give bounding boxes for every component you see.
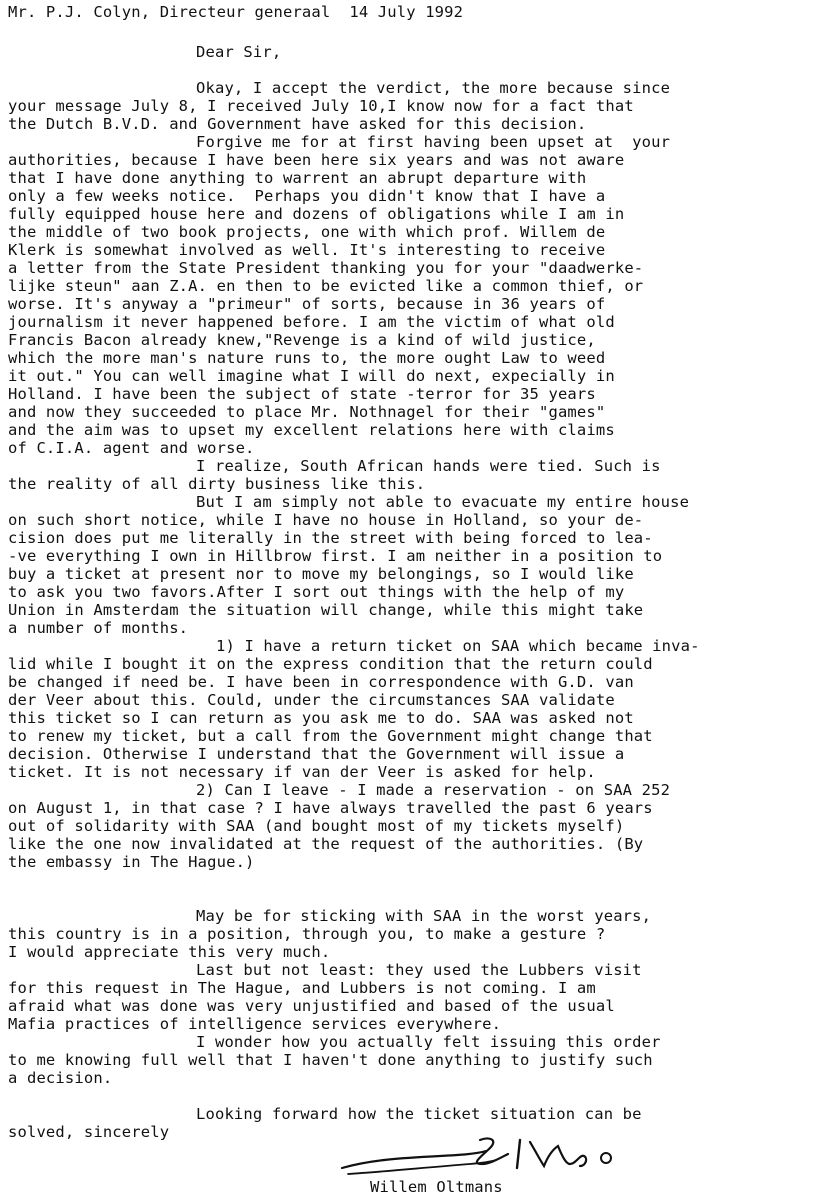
body-line: this ticket so I can return as you ask me to do. SAA was asked not	[8, 709, 634, 727]
body-line: Francis Bacon already knew,"Revenge is a kind of wild justice,	[8, 331, 596, 349]
body-line: authorities, because I have been here six years and was not aware	[8, 151, 625, 169]
body-line: But I am simply not able to evacuate my entire house	[196, 493, 690, 511]
body-line: 2) Can I leave - I made a reservation - on SAA 252	[196, 781, 671, 799]
body-line: Last but not least: they used the Lubbers visit	[196, 961, 642, 979]
body-line: to me knowing full well that I haven't done anything to justify such	[8, 1051, 653, 1069]
body-line: lid while I bought it on the express condition that the return could	[8, 655, 653, 673]
body-line: Union in Amsterdam the situation will change, while this might take	[8, 601, 644, 619]
body-line: afraid what was done was very unjustified and based of the usual	[8, 997, 615, 1015]
body-line: a decision.	[8, 1069, 113, 1087]
body-line: May be for sticking with SAA in the worst years,	[196, 907, 652, 925]
body-line: for this request in The Hague, and Lubbers is not coming. I am	[8, 979, 596, 997]
body-line: a number of months.	[8, 619, 189, 637]
body-line: Okay, I accept the verdict, the more because since	[196, 79, 671, 97]
body-line: der Veer about this. Could, under the circumstances SAA validate	[8, 691, 615, 709]
body-line: only a few weeks notice. Perhaps you didn't know that I have a	[8, 187, 606, 205]
body-line: I realize, South African hands were tied. Such is	[196, 457, 661, 475]
body-line: on such short notice, while I have no house in Holland, so your de-	[8, 511, 644, 529]
body-line: cision does put me literally in the street with being forced to lea-	[8, 529, 653, 547]
body-line: Holland. I have been the subject of state -terror for 35 years	[8, 385, 596, 403]
salutation: Dear Sir,	[196, 43, 282, 61]
body-line: out of solidarity with SAA (and bought most of my tickets myself)	[8, 817, 625, 835]
body-line: Klerk is somewhat involved as well. It's interesting to receive	[8, 241, 606, 259]
signature-name: Willem Oltmans	[370, 1178, 503, 1196]
body-line: 1) I have a return ticket on SAA which became inva-	[216, 637, 700, 655]
body-line: to renew my ticket, but a call from the Government might change that	[8, 727, 653, 745]
body-line: that I have done anything to warrent an abrupt departure with	[8, 169, 587, 187]
body-line: a letter from the State President thanking you for your "daadwerke-	[8, 259, 644, 277]
body-line: Looking forward how the ticket situation can be	[196, 1105, 642, 1123]
body-line: I wonder how you actually felt issuing this order	[196, 1033, 661, 1051]
body-line: and now they succeeded to place Mr. Nothnagel for their "games"	[8, 403, 606, 421]
body-line: the embassy in The Hague.)	[8, 853, 255, 871]
body-line: decision. Otherwise I understand that the Government will issue a	[8, 745, 625, 763]
body-line: to ask you two favors.After I sort out things with the help of my	[8, 583, 625, 601]
body-line: worse. It's anyway a "primeur" of sorts, because in 36 years of	[8, 295, 606, 313]
body-line: ticket. It is not necessary if van der Veer is asked for help.	[8, 763, 596, 781]
body-line: the Dutch B.V.D. and Government have asked for this decision.	[8, 115, 587, 133]
body-line: be changed if need be. I have been in correspondence with G.D. van	[8, 673, 634, 691]
body-line: the reality of all dirty business like this.	[8, 475, 426, 493]
body-line: which the more man's nature runs to, the more ought Law to weed	[8, 349, 606, 367]
body-line: your message July 8, I received July 10,I know now for a fact that	[8, 97, 634, 115]
body-line: fully equipped house here and dozens of obligations while I am in	[8, 205, 625, 223]
body-line: and the aim was to upset my excellent relations here with claims	[8, 421, 615, 439]
body-line: lijke steun" aan Z.A. en then to be evicted like a common thief, or	[8, 277, 644, 295]
body-line: solved, sincerely	[8, 1123, 170, 1141]
body-line: the middle of two book projects, one with which prof. Willem de	[8, 223, 606, 241]
body-line: -ve everything I own in Hillbrow first. I am neither in a position to	[8, 547, 663, 565]
body-line: on August 1, in that case ? I have always travelled the past 6 years	[8, 799, 653, 817]
body-line: it out." You can well imagine what I will do next, expecially in	[8, 367, 615, 385]
body-line: journalism it never happened before. I am the victim of what old	[8, 313, 615, 331]
body-line: of C.I.A. agent and worse.	[8, 439, 255, 457]
body-line: Mafia practices of intelligence services everywhere.	[8, 1015, 502, 1033]
body-line: like the one now invalidated at the request of the authorities. (By	[8, 835, 644, 853]
body-line: I would appreciate this very much.	[8, 943, 331, 961]
body-line: this country is in a position, through you, to make a gesture ?	[8, 925, 606, 943]
body-line: buy a ticket at present nor to move my belongings, so I would like	[8, 565, 634, 583]
letter-header: Mr. P.J. Colyn, Directeur generaal 14 July 1992	[8, 3, 464, 21]
body-line: Forgive me for at first having been upset at your	[196, 133, 671, 151]
